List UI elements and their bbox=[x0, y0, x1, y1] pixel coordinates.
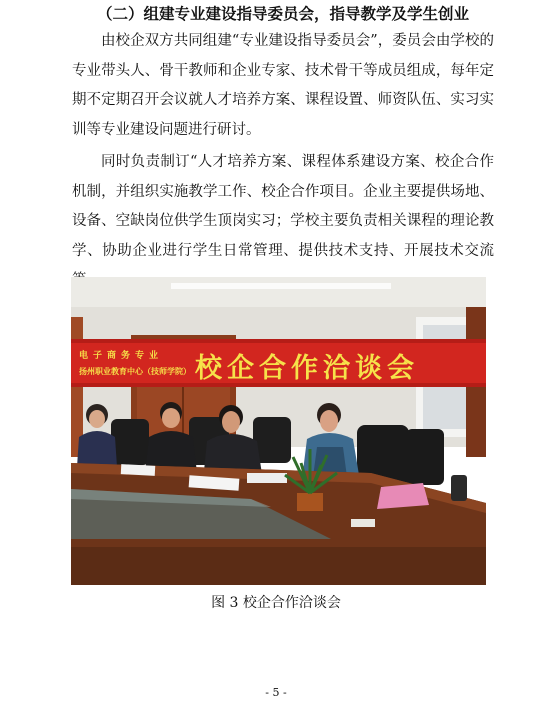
paragraph-1: 由校企双方共同组建“专业建设指导委员会”，委员会由学校的专业带头人、骨干教师和企业专家、技术骨干等成员组成，每年定期不定期召开会议就人才培养方案、课程设置、师资队伍、实习实训等专业建设问题进行研讨。 bbox=[72, 33, 494, 138]
paragraph-2: 同时负责制订“人才培养方案、课程体系建设方案、校企合作机制，并组织实施教学工作、校企合作项目。企业主要提供场地、设备、空缺岗位供学生顶岗实习；学校主要负责相关课程的理论教学、协助企业进行学生日常管理、提供技术支持、开展技术交流 bbox=[72, 154, 494, 259]
banner-small-line2: 扬州职业教育中心（技师学院） bbox=[79, 367, 191, 376]
page-number: - 5 - bbox=[265, 686, 287, 699]
banner-small-line1: 电子商务专业 bbox=[79, 351, 164, 361]
meeting-photo bbox=[71, 277, 486, 585]
section-heading: （二）组建专业建设指导委员会，指导教学及学生创业 bbox=[97, 5, 470, 23]
banner-title: 校企合作洽谈会 bbox=[195, 353, 419, 384]
figure-caption: 图 3 校企合作洽谈会 bbox=[211, 595, 341, 611]
